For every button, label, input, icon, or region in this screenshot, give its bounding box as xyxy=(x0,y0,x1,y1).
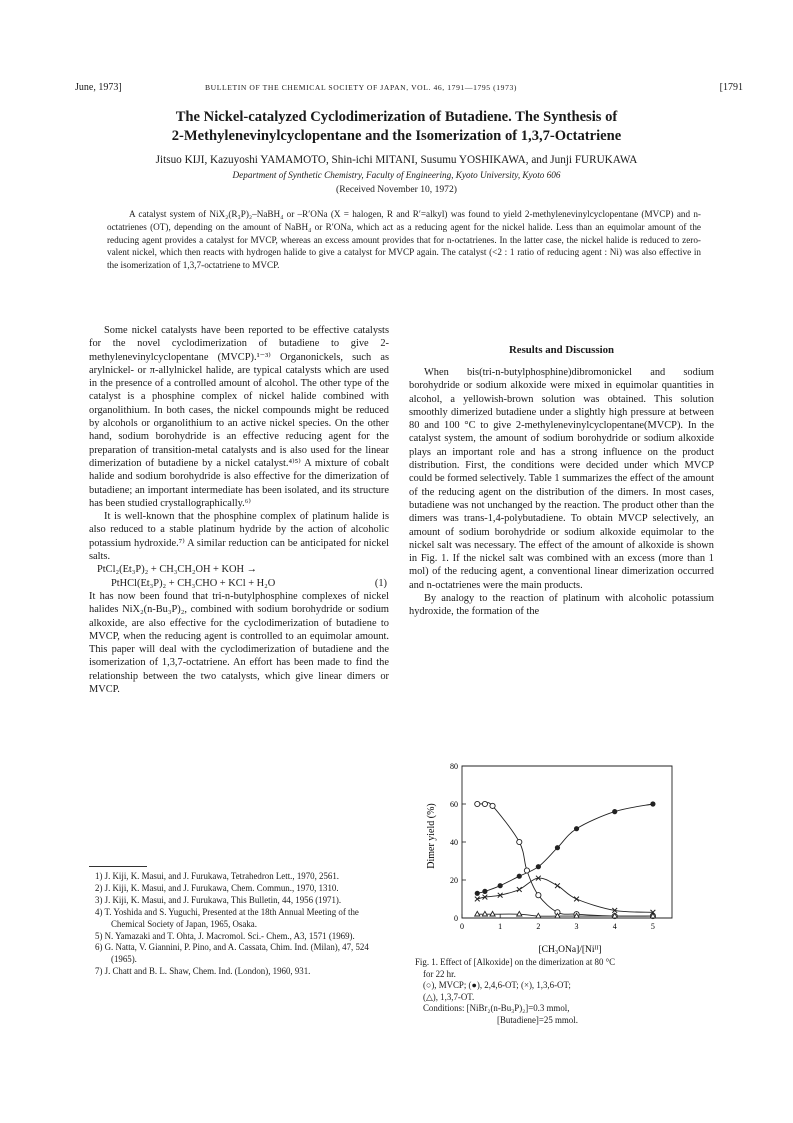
footnote-6: 6) G. Natta, V. Giannini, P. Pino, and A. Cassata, Chim. Ind. (Milan), 47, 524 (1965). xyxy=(95,942,369,965)
plot-frame xyxy=(462,766,672,918)
conditions-value-2: [Butadiene]=25 mmol. xyxy=(497,1014,578,1025)
point-1-3-7-ot xyxy=(490,911,495,916)
point-2-4-6-ot xyxy=(650,801,655,806)
intro-paragraph-1: Some nickel catalysts have been reported to be effective catalysts for the novel cyclodimerization of butadiene to give 2-methylenevinylcyclopentane (MVCP).¹⁻³⁾ Organonickels, such as arylnickel- or π-allylnickel halide, are typical catalysts which are used in the presence of a controlled amount of alcohol. The other type of the catalyst is a phosphine complex of nickel halide combined with organolithium. In both cases, the nickel compounds might be reduced by alcohols or organolithium to an active nickel species. On the other hand, sodium borohydride is an effective reducing agent for the preparation of transition-metal catalysts and is also used for the linear dimerization of butadiene by a nickel catalyst.⁴⁾⁵⁾ A mixture of cobalt halide and sodium borohydride is also effective for the dimerization of butadiene; an important intermediate has been isolated, and its structure has been studied crystallographically.⁶⁾ xyxy=(89,325,389,509)
figure-caption xyxy=(415,957,715,1027)
caption-line-3: (○), MVCP; (●), 2,4,6-OT; (×), 1,3,6-OT; xyxy=(423,980,571,991)
abstract-text: A catalyst system of NiX₂(R₃P)₂–NaBH₄ or –R′ONa (X = halogen, R and R′=alkyl) was found to yield 2-methylenevinylcyclopentane (MVCP) and n-octatrienes (OT), depending on the amount of NaBH₄ or R′ONa, which act as a reducing agent for the nickel halide. Less than an equimolar amount of the reducing agent provides a catalyst for MVCP, whereas an excess amount provides that for n-octatrienes. In the latter case, the nickel halide is reduced to zero-valent nickel, which then reacts with hydrogen halide to give a catalyst for MVCP again. The catalyst (<2 : 1 ratio of reducing agent : Ni) was also effective in the isomerization of 1,3,7-octatriene to MVCP. xyxy=(107,209,701,271)
equation-line-1: PtCl₂(Et₃P)₂ + CH₃CH₂OH + KOH → xyxy=(97,564,258,576)
point-1-3-6-ot xyxy=(574,897,579,902)
y-tick-label: 40 xyxy=(450,838,458,847)
point-1-3-6-ot xyxy=(517,887,522,892)
point-mvcp xyxy=(517,839,522,844)
caption-line-2: for 22 hr. xyxy=(423,968,456,979)
y-axis-label: Dimer yield (%) xyxy=(426,803,437,869)
curve-1-3-6-ot xyxy=(477,878,653,912)
footnote-1: 1) J. Kiji, K. Masui, and J. Furukawa, Tetrahedron Lett., 1970, 2561. xyxy=(95,871,339,881)
conditions-label: Conditions: xyxy=(423,1003,465,1014)
header-journal: BULLETIN OF THE CHEMICAL SOCIETY OF JAPAN, VOL. 46, 1791—1795 (1973) xyxy=(205,83,517,92)
paper-title xyxy=(60,108,733,146)
x-axis-label: [CH₃ONa]/[Niᴵᴵ] xyxy=(538,945,602,955)
point-1-3-7-ot xyxy=(475,911,480,916)
point-mvcp xyxy=(524,868,529,873)
chart-axes xyxy=(450,762,672,931)
curve-mvcp xyxy=(477,803,653,917)
point-1-3-6-ot xyxy=(475,897,480,902)
affiliation: Department of Synthetic Chemistry, Faculty of Engineering, Kyoto University, Kyoto 606 xyxy=(232,170,561,180)
point-2-4-6-ot xyxy=(517,874,522,879)
chart-points xyxy=(475,801,656,918)
header-date: June, 1973] xyxy=(75,82,122,93)
equation-line-2-text: PtHCl(Et₃P)₂ + CH₃CHO + KCl + H₂O xyxy=(111,577,276,589)
chart-curves xyxy=(477,803,653,917)
point-mvcp xyxy=(536,893,541,898)
title-line-2: 2-Methylenevinylcyclopentane and the Isomerization of 1,3,7-Octatriene xyxy=(171,128,622,144)
point-1-3-6-ot xyxy=(555,883,560,888)
caption-line-4: (△), 1,3,7-OT. xyxy=(423,991,475,1002)
y-tick-label: 80 xyxy=(450,762,458,771)
point-1-3-7-ot xyxy=(482,911,487,916)
point-2-4-6-ot xyxy=(475,891,480,896)
footnote-5: 5) N. Yamazaki and T. Ohta, J. Macromol. Sci.- Chem., A3, 1571 (1969). xyxy=(95,930,355,941)
point-2-4-6-ot xyxy=(555,845,560,850)
abstract xyxy=(107,208,701,272)
left-column xyxy=(89,324,389,696)
x-tick-label: 5 xyxy=(650,922,655,931)
received-date: (Received November 10, 1972) xyxy=(336,184,457,195)
results-paragraph-2: By analogy to the reaction of platinum with alcoholic potassium hydroxide, the formation of the xyxy=(409,593,714,618)
curve-2-4-6-ot xyxy=(477,804,653,893)
point-2-4-6-ot xyxy=(498,883,503,888)
point-mvcp xyxy=(482,801,487,806)
footnote-4: 4) T. Yoshida and S. Yuguchi, Presented at the 18th Annual Meeting of the Chemical Society of Japan, 1965, Osaka. xyxy=(95,906,359,929)
point-mvcp xyxy=(475,801,480,806)
authors: Jitsuo KIJI, Kazuyoshi YAMAMOTO, Shin-ichi MITANI, Susumu YOSHIKAWA, and Junji FURUKAWA xyxy=(155,154,638,166)
running-header xyxy=(75,82,743,96)
section-heading: Results and Discussion xyxy=(508,344,614,356)
y-tick-label: 60 xyxy=(450,800,458,809)
title-line-1: The Nickel-catalyzed Cyclodimerization of Butadiene. The Synthesis of xyxy=(175,109,618,125)
x-tick-label: 2 xyxy=(536,922,541,931)
conditions-value-1: [NiBr₂(n-Bu₃P)₂]=0.3 mmol, xyxy=(466,1003,570,1014)
x-tick-label: 1 xyxy=(498,922,503,931)
footnote-rule xyxy=(89,866,147,867)
intro-paragraph-3: It has now been found that tri-n-butylphosphine complexes of nickel halides NiX₂(n-Bu₃P)₂, combined with sodium borohydride or sodium alkoxide, are also effective for the cyclodimerization of butadiene to MVCP, when the reducing agent is controlled to an equimolar amount. This paper will deal with the cyclodimerization of butadiene and the isomerization of 1,3,7-octatriene. An effort has been made to find the relationship between the two catalysts, which give linear dimers or MVCP. xyxy=(89,590,389,696)
x-tick-label: 0 xyxy=(460,922,464,931)
x-tick-label: 4 xyxy=(612,922,617,931)
footnote-7: 7) J. Chatt and B. L. Shaw, Chem. Ind. (London), 1960, 931. xyxy=(95,966,311,977)
footnotes xyxy=(89,871,389,978)
footnote-3: 3) J. Kiji, K. Masui, and J. Furukawa, This Bulletin, 44, 1956 (1971). xyxy=(95,894,342,905)
point-2-4-6-ot xyxy=(574,826,579,831)
header-page: [1791 xyxy=(719,82,743,93)
x-tick-label: 3 xyxy=(574,922,579,931)
results-paragraph-1: When bis(tri-n-butylphosphine)dibromonickel and sodium borohydride or sodium alkoxide were mixed in equimolar quantities in alcohol, a yellowish-brown solution was obtained. This solution smoothly dimerized butadiene under a slightly high pressure at between 80 and 100 °C to give 2-methylenevinylcyclopentane(MVCP). In the catalyst system, the amount of sodium borohydride or sodium alkoxide plays an important role and has a strong influence on the product distribution. First, the conditions were decided under which MVCP could be formed selectively. Table 1 summarizes the effect of the amount of the reducing agent on the distribution of the dimers. In most cases, butadiene was not unchanged by the reaction. The product other than the dimers was trans-1,4-polybutadiene. To obtain MVCP selectively, an amount of sodium borohydride or sodium alkoxide equimolar to the nickel salt was necessary. The effect of the amount of alkoxide is shown in Fig. 1. If the nickel salt was combined with an excess (more than 1 mol) of the reducing agent, a conventional linear dimerization occurred and n-octatrienes were the main products. xyxy=(409,367,714,591)
point-2-4-6-ot xyxy=(612,809,617,814)
figure-1-chart xyxy=(420,756,680,956)
y-tick-label: 0 xyxy=(454,914,458,923)
caption-conditions xyxy=(415,1003,715,1015)
y-tick-label: 20 xyxy=(450,876,458,885)
equation-number: (1) xyxy=(374,577,387,589)
caption-line-1: Fig. 1. Effect of [Alkoxide] on the dimerization at 80 °C xyxy=(415,957,616,967)
footnote-2: 2) J. Kiji, K. Masui, and J. Furukawa, Chem. Commun., 1970, 1310. xyxy=(95,882,339,893)
equation-line-2 xyxy=(89,577,389,590)
intro-paragraph-2: It is well-known that the phosphine complex of platinum halide is also reduced to a stable platinum hydride by the action of alcoholic potassium hydroxide.⁷⁾ A similar reduction can be anticipated for nickel salts. xyxy=(89,511,389,563)
point-mvcp xyxy=(490,803,495,808)
point-2-4-6-ot xyxy=(536,864,541,869)
right-column xyxy=(409,366,714,619)
point-2-4-6-ot xyxy=(482,889,487,894)
